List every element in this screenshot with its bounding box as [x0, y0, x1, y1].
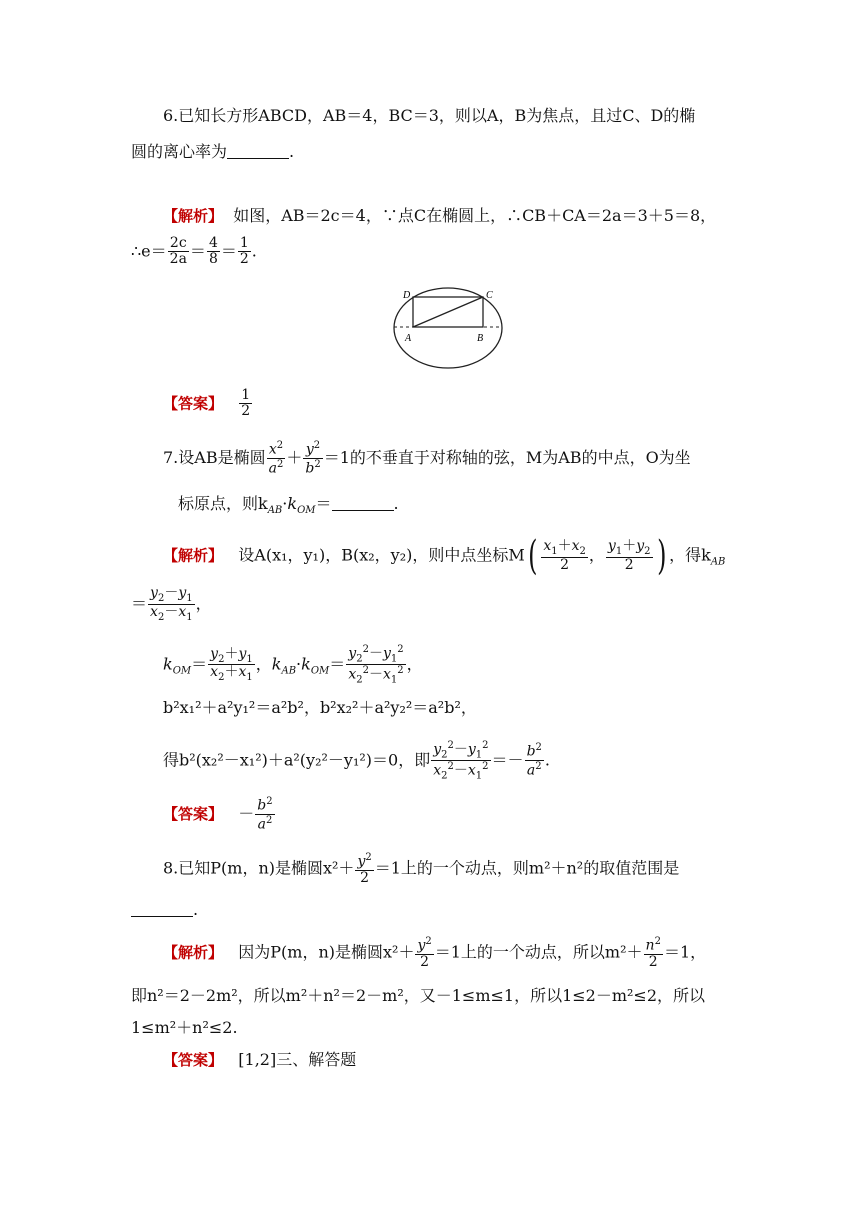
- q8-line1: 8.已知P(m，n)是椭圆x²＋ $\frac{y^2}{2}$ ＝1上的一个动点，则m²＋n²的取值范围是: [163, 852, 680, 887]
- q7-solution-line3: $k_{OM}=$ $\frac{y_2+y_1}{x_2+x_1}$ ，$k_{AB}\cdot k_{OM}=$ $\frac{y_2^2-y_1^2}{x_2^2-x_1^2}$ ，: [163, 644, 423, 686]
- label-d: D: [403, 290, 411, 301]
- q8-line2: .: [131, 898, 198, 922]
- q6-solution-line2: ∴e＝ $\frac{2c}{2a}$ ＝ $\frac{4}{8}$ ＝ $\frac{1}{2}$ .: [131, 235, 257, 268]
- q8-solution-line3: 1≤m²＋n²≤2.: [131, 1018, 238, 1037]
- q6-answer: 【答案】 $\frac{1}{2}$: [163, 387, 251, 420]
- q7-solution-line1: 【解析】 设A(x₁，y₁)，B(x₂，y₂)，则中点坐标M( $\frac{x_1+x_2}{2}$ ， $\frac{y_1+y_2}{2}$ ) ，得$k_{AB}$: [163, 533, 726, 579]
- q7-answer: 【答案】 － $\frac{b^2}{a^2}$: [163, 796, 273, 833]
- q7-solution-line5: 得b²(x₂²－x₁²)＋a²(y₂²－y₁²)＝0，即 $\frac{y_2^2-y_1^2}{x_2^2-x_1^2}$ ＝－ $\frac{b^2}{a^2}$ .: [163, 740, 550, 782]
- q6-line1: 6.已知长方形ABCD，AB＝4，BC＝3，则以A，B为焦点，且过C、D的椭: [163, 106, 696, 125]
- q6-line2: 圆的离心率为 .: [131, 142, 295, 161]
- jiexi-tag: 【解析】: [163, 207, 224, 225]
- q7-solution-line4: b²x₁²＋a²y₁²＝a²b²，b²x₂²＋a²y₂²＝a²b²，: [163, 698, 477, 717]
- q8-solution-line2: 即n²＝2－2m²，所以m²＋n²＝2－m²，又－1≤m≤1，所以1≤2－m²≤2，所以: [131, 986, 706, 1005]
- ellipse-diagram: [388, 285, 508, 375]
- label-b: B: [477, 333, 484, 344]
- q7-line1: 7.设AB是椭圆 $\frac{x^2}{a^2}$ ＋ $\frac{y^2}{b^2}$ ＝1的不垂直于对称轴的弦，M为AB的中点，O为坐: [163, 440, 691, 477]
- label-a: A: [405, 333, 412, 344]
- answer-blank: [227, 142, 289, 159]
- q8-solution-line1: 【解析】 因为P(m，n)是椭圆x²＋ $\frac{y^2}{2}$ ＝1上的一个动点，所以m²＋ $\frac{n^2}{2}$ ＝1，: [163, 936, 707, 971]
- label-c: C: [486, 290, 493, 301]
- q6-solution-line1: 【解析】 如图，AB＝2c＝4，∵点C在椭圆上，∴CB＋CA＝2a＝3＋5＝8，: [163, 206, 717, 225]
- q7-solution-line2: ＝ $\frac{y_2-y_1}{x_2-x_1}$ ，: [131, 585, 212, 623]
- q7-line2: 标原点，则$k_{AB}\cdot k_{OM}=$ .: [178, 494, 399, 517]
- q8-answer: 【答案】 [1,2]三、解答题: [163, 1050, 357, 1069]
